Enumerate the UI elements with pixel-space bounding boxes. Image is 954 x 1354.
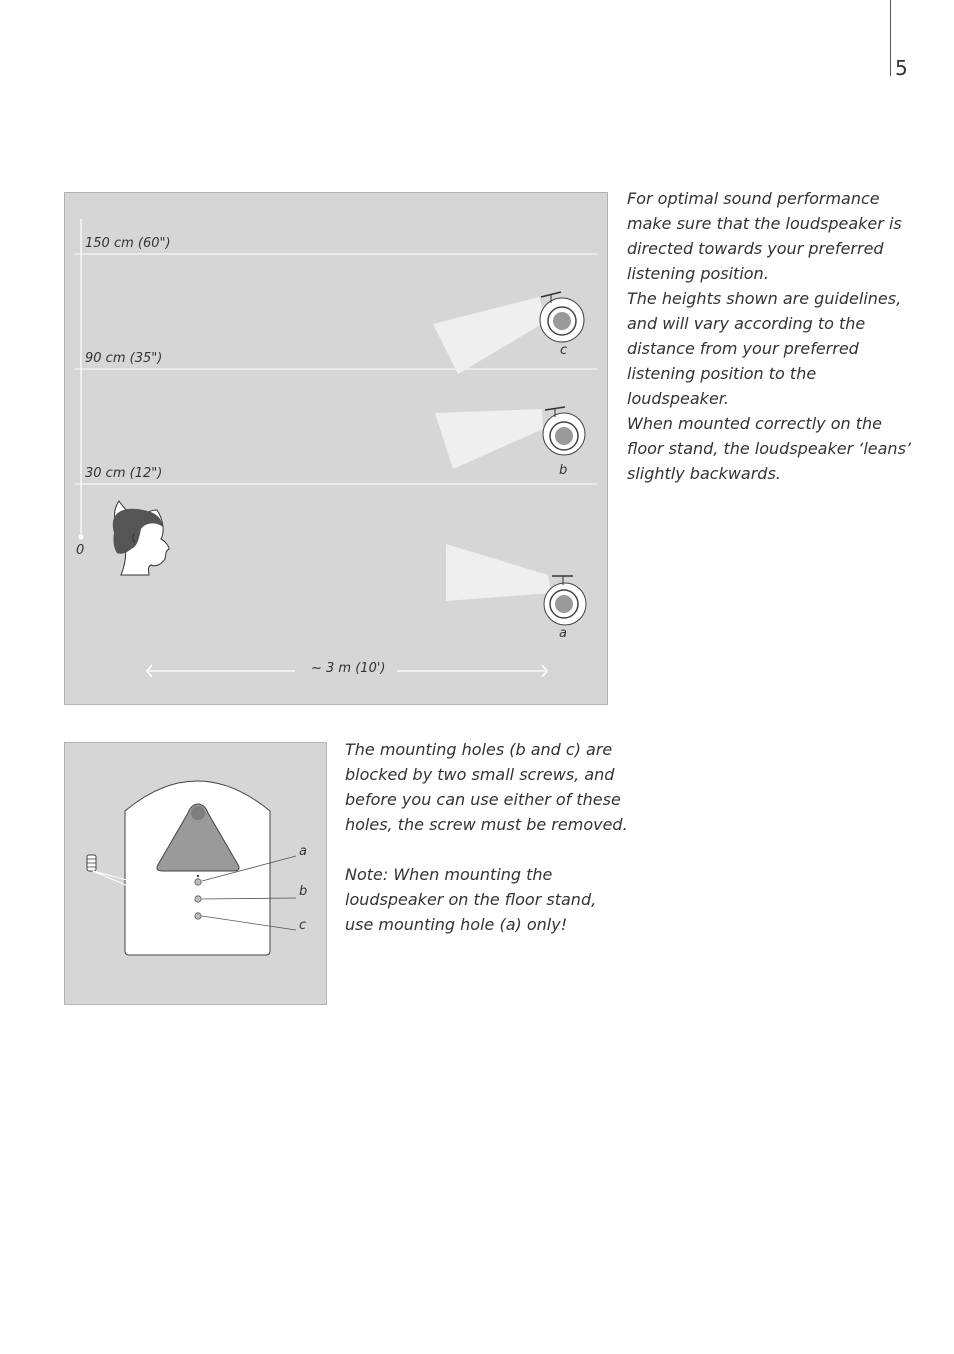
intro-line: listening position to the (627, 364, 817, 383)
intro-line: When mounted correctly on the (627, 414, 882, 433)
listener-head-icon (113, 501, 169, 575)
hole-c (195, 913, 201, 919)
speaker-b-icon (435, 407, 585, 469)
height-label-150: 150 cm (60") (85, 236, 171, 251)
distance-label: ~ 3 m (10') (311, 661, 386, 676)
note-line: Note: When mounting the (345, 865, 553, 884)
speaker-b-label: b (559, 463, 568, 478)
hole-label-c: c (299, 918, 307, 933)
holes-line: before you can use either of these (345, 790, 621, 809)
hole-a (195, 879, 201, 885)
speaker-a-label: a (559, 626, 567, 641)
intro-paragraph (627, 186, 911, 486)
intro-line: make sure that the loudspeaker is (627, 214, 902, 233)
intro-line: loudspeaker. (627, 389, 729, 408)
intro-line: For optimal sound performance (627, 189, 880, 208)
note-line: loudspeaker on the floor stand, (345, 890, 597, 909)
hole-label-b: b (299, 884, 308, 899)
intro-line: slightly backwards. (627, 464, 781, 483)
speaker-c-label: c (560, 343, 568, 358)
intro-line: directed towards your preferred (627, 239, 884, 258)
height-illustration (64, 192, 608, 705)
page-margin-rule (890, 0, 891, 76)
height-label-90: 90 cm (35") (85, 351, 163, 366)
intro-line: and will vary according to the (627, 314, 866, 333)
height-illustration-graphic (65, 193, 609, 706)
height-label-30: 30 cm (12") (85, 466, 163, 481)
speaker-c-icon (433, 292, 584, 374)
holes-line: blocked by two small screws, and (345, 765, 615, 784)
screw-icon (87, 855, 96, 871)
intro-line: distance from your preferred (627, 339, 859, 358)
hole-label-a: a (299, 844, 307, 859)
holes-line: holes, the screw must be removed. (345, 815, 628, 834)
holes-paragraph (345, 737, 628, 837)
mounting-holes-illustration (64, 742, 327, 1005)
note-line: use mounting hole (a) only! (345, 915, 568, 934)
note-paragraph (345, 862, 596, 937)
holes-line: The mounting holes (b and c) are (345, 740, 613, 759)
hole-b (195, 896, 201, 902)
zero-label: 0 (76, 543, 85, 558)
intro-line: floor stand, the loudspeaker ‘leans’ (627, 439, 911, 458)
intro-line: The heights shown are guidelines, (627, 289, 902, 308)
page-number: 5 (895, 56, 908, 80)
mounting-holes-graphic (65, 743, 328, 1006)
speaker-a-icon (446, 544, 586, 625)
intro-line: listening position. (627, 264, 769, 283)
